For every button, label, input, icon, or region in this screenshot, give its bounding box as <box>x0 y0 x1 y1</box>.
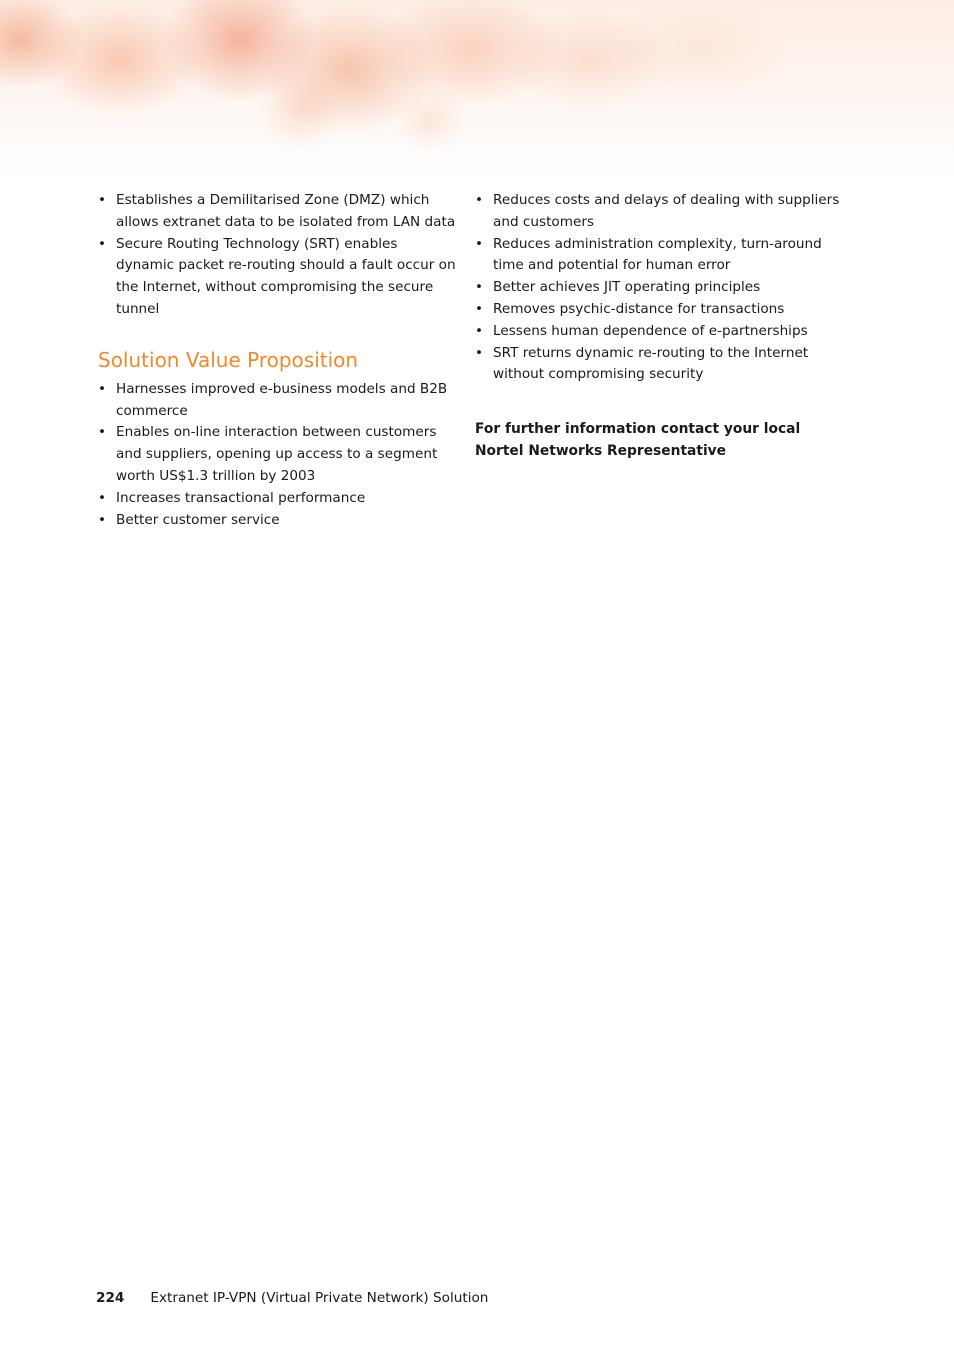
header-banner-image <box>0 0 954 190</box>
feature-list <box>98 190 458 321</box>
list-item <box>98 488 458 510</box>
right-column <box>475 190 845 463</box>
bullet-icon: • <box>98 511 107 528</box>
list-item <box>98 190 458 234</box>
list-item-text: Better customer service <box>116 511 280 528</box>
list-item-text: Removes psychic-distance for transactions <box>493 300 785 317</box>
list-item-text: Better achieves JIT operating principles <box>493 279 761 296</box>
list-item <box>475 299 845 321</box>
section-heading: Solution Value Proposition <box>98 347 359 372</box>
list-item <box>98 422 458 487</box>
bullet-icon: • <box>475 235 484 252</box>
list-item-text: Reduces administration complexity, turn-around time and potential for human error <box>493 235 822 274</box>
value-proposition-list <box>98 379 458 532</box>
list-item <box>98 379 458 423</box>
contact-line: For further information contact your local <box>475 421 801 438</box>
list-item-text: Enables on-line interaction between customers and suppliers, opening up access to a segment worth US$1.3 trillion by 2003 <box>116 424 438 484</box>
bullet-icon: • <box>98 235 107 252</box>
bullet-icon: • <box>98 192 107 208</box>
list-item <box>475 343 845 387</box>
list-item-text: Increases transactional performance <box>116 489 366 506</box>
bullet-icon: • <box>98 424 107 441</box>
bullet-icon: • <box>475 344 484 361</box>
bullet-icon: • <box>475 279 484 296</box>
left-column <box>98 190 458 531</box>
list-item-text: Harnesses improved e-business models and B2B commerce <box>116 380 448 419</box>
contact-line: Nortel Networks Representative <box>475 442 727 459</box>
footer-title: Extranet IP-VPN (Virtual Private Network) Solution <box>150 1290 489 1306</box>
page-number: 224 <box>96 1290 125 1306</box>
bullet-icon: • <box>475 322 484 339</box>
list-item-text: SRT returns dynamic re-routing to the Internet without compromising security <box>493 344 809 383</box>
bullet-icon: • <box>475 192 484 208</box>
list-item <box>475 190 845 234</box>
bullet-icon: • <box>98 380 107 397</box>
list-item <box>475 234 845 278</box>
list-item <box>475 321 845 343</box>
list-item-text: Establishes a Demilitarised Zone (DMZ) which allows extranet data to be isolated from LAN data <box>116 192 456 230</box>
list-item-text: Lessens human dependence of e-partnerships <box>493 322 808 339</box>
bullet-icon: • <box>98 489 107 506</box>
list-item-text: Secure Routing Technology (SRT) enables dynamic packet re-routing should a fault occur on the Internet, without compromising the secure tunnel <box>116 235 456 317</box>
list-item-text: Reduces costs and delays of dealing with suppliers and customers <box>493 192 840 230</box>
list-item <box>475 277 845 299</box>
page-footer <box>96 1288 488 1308</box>
contact-note <box>475 419 845 463</box>
list-item <box>98 234 458 321</box>
list-item <box>98 510 458 532</box>
bullet-icon: • <box>475 300 484 317</box>
benefits-list <box>475 190 845 386</box>
